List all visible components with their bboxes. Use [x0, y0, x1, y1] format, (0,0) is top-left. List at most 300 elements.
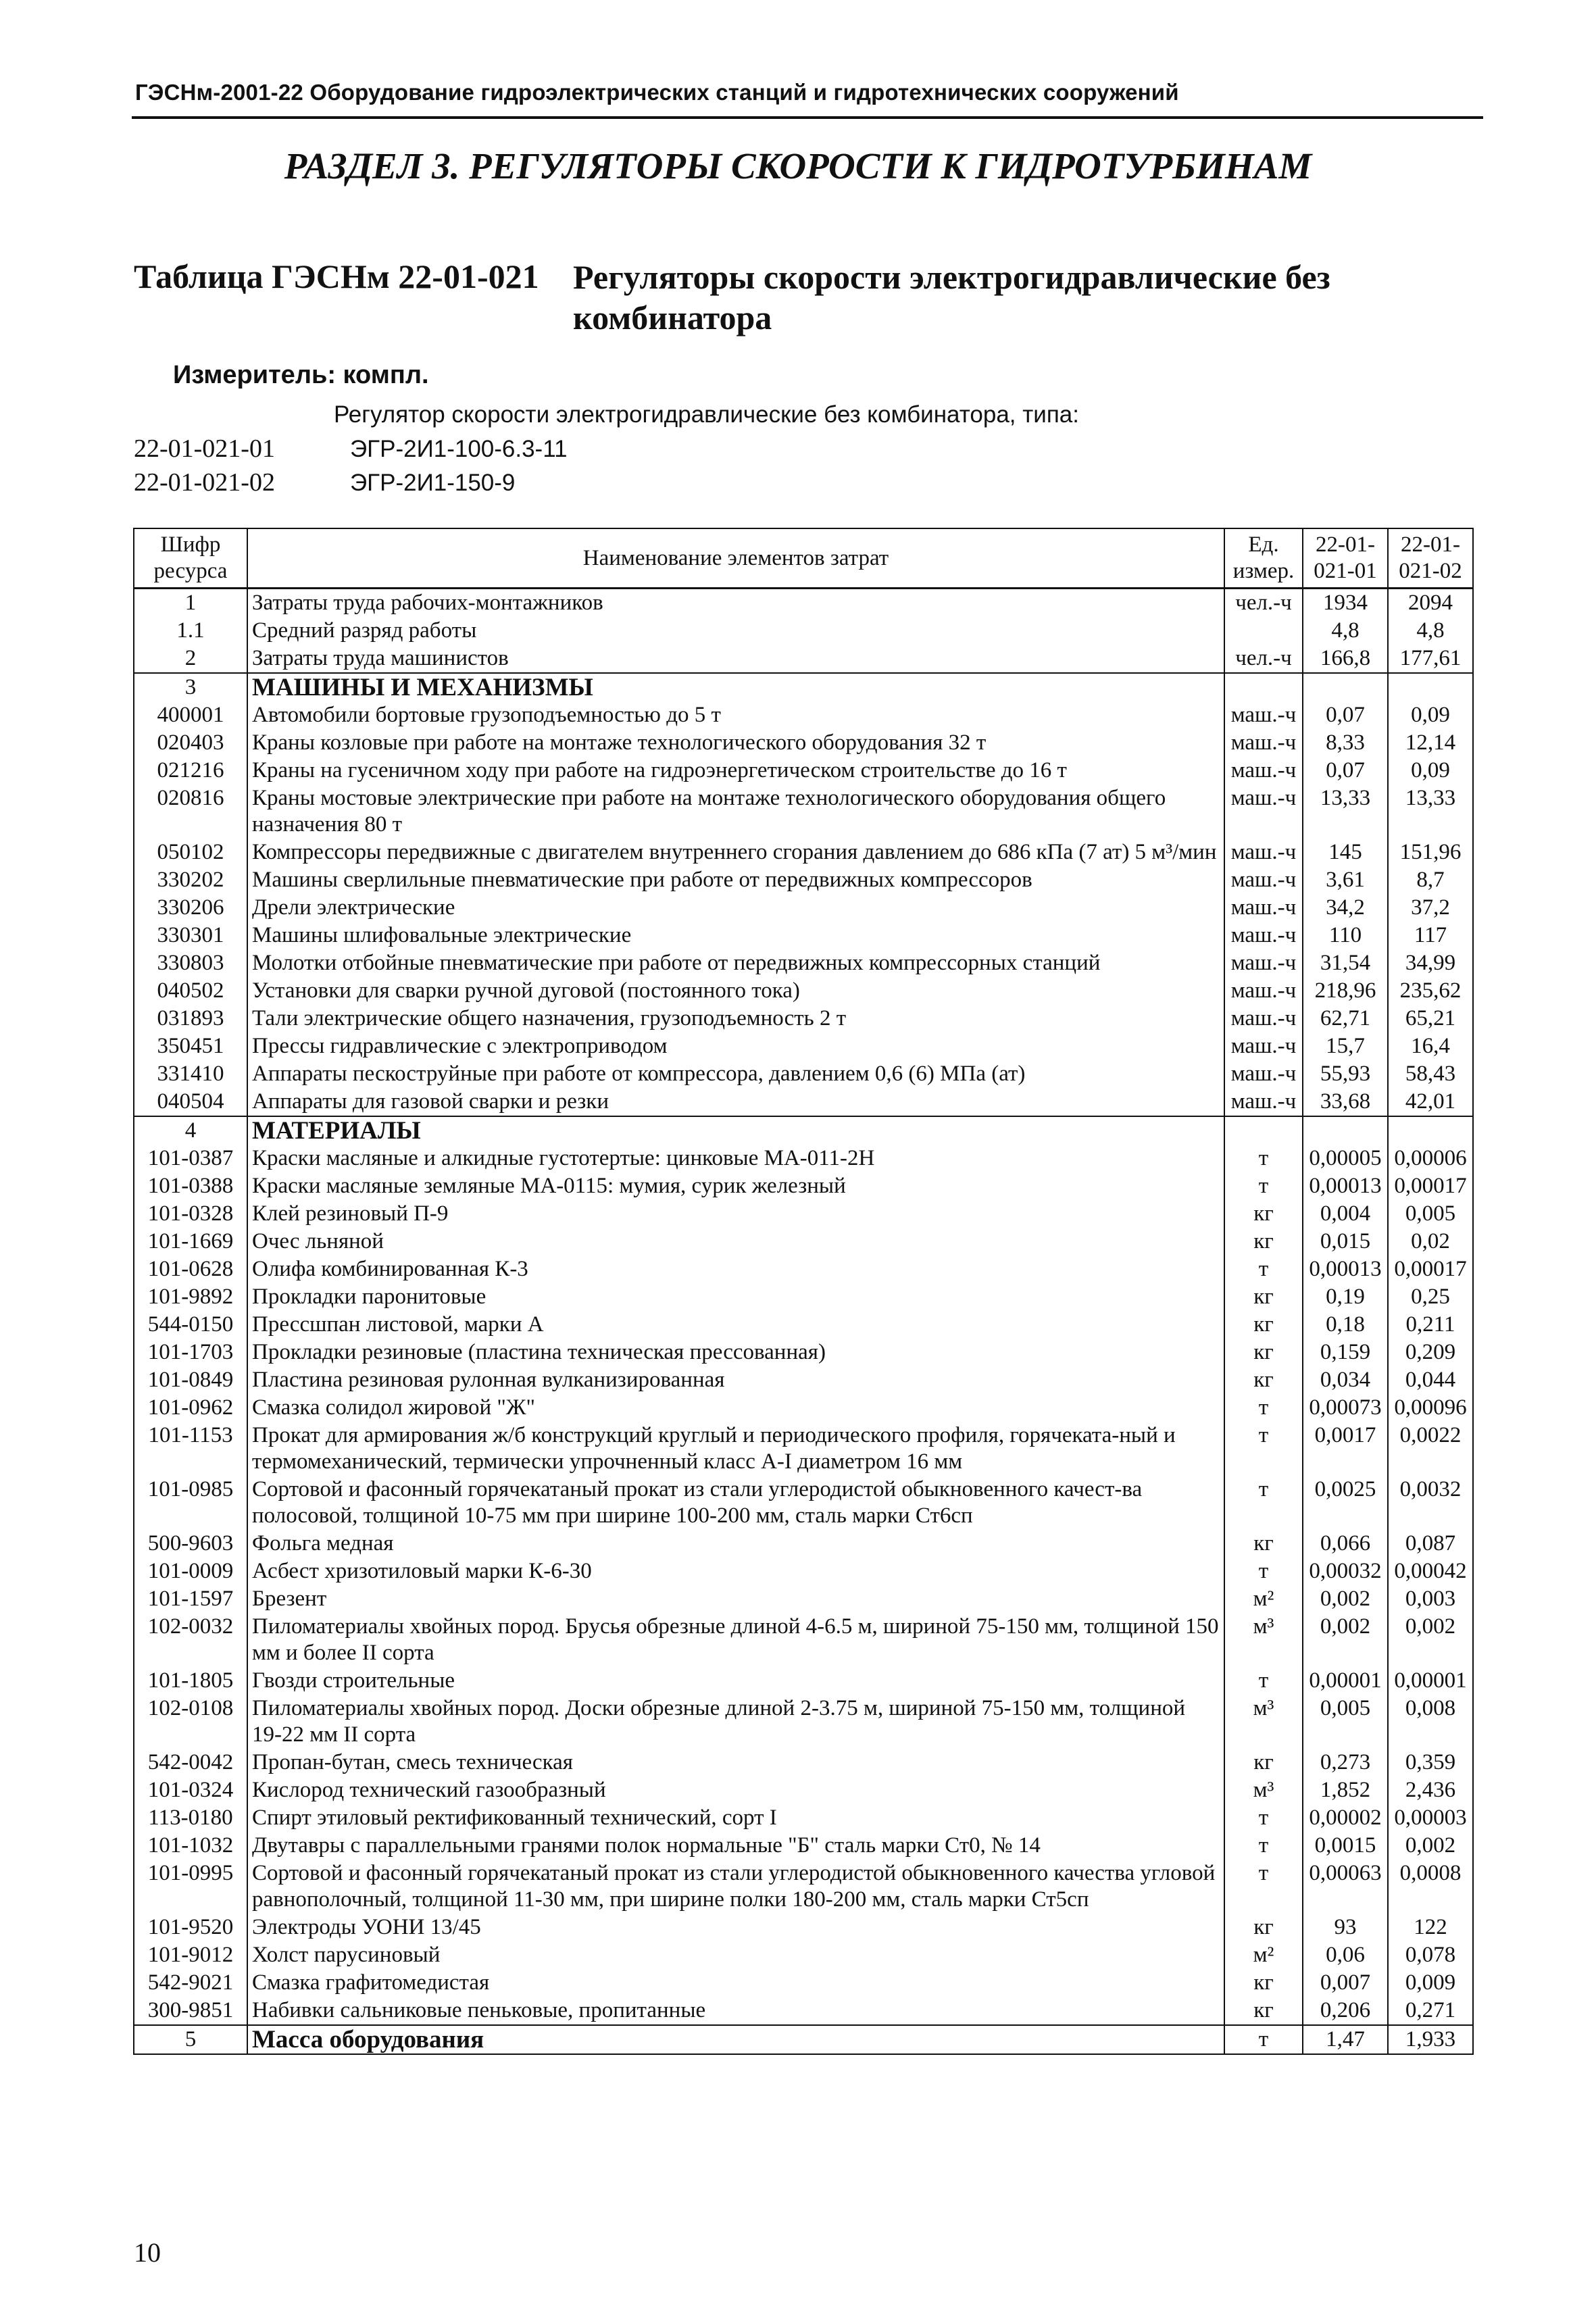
- table-cell-code: 101-0985: [134, 1476, 247, 1530]
- table-cell-code: 1: [134, 589, 247, 618]
- table-cell-code: 021216: [134, 757, 247, 785]
- table-cell-name: Тали электрические общего назначения, грузоподъемность 2 т: [247, 1005, 1224, 1032]
- table-row: [134, 1005, 1473, 1032]
- table-cell-unit: маш.-ч: [1224, 922, 1303, 949]
- table-cell-variant-2: 0,087: [1388, 1530, 1473, 1558]
- table-cell-name: Краны мостовые электрические при работе на монтаже технологического оборудования общего назначения 80 т: [247, 785, 1224, 839]
- table-cell-name: Масса оборудования: [247, 2025, 1224, 2054]
- table-cell-variant-2: 0,0008: [1388, 1860, 1473, 1914]
- table-cell-unit: [1224, 617, 1303, 645]
- table-cell-variant-2: 12,14: [1388, 729, 1473, 757]
- table-cell-variant-1: 31,54: [1303, 949, 1388, 977]
- table-cell-variant-1: 0,159: [1303, 1339, 1388, 1366]
- table-cell-unit: м²: [1224, 1585, 1303, 1613]
- table-cell-unit: [1224, 673, 1303, 701]
- resource-norm-table: [133, 528, 1474, 2055]
- table-cell-unit: маш.-ч: [1224, 894, 1303, 922]
- table-cell-variant-2: 0,00042: [1388, 1558, 1473, 1585]
- table-cell-variant-1: 145: [1303, 839, 1388, 866]
- table-cell-unit: т: [1224, 1558, 1303, 1585]
- table-cell-code: 3: [134, 673, 247, 701]
- table-row: [134, 1228, 1473, 1255]
- table-row: [134, 839, 1473, 866]
- table-cell-code: 101-1669: [134, 1228, 247, 1255]
- table-cell-unit: маш.-ч: [1224, 729, 1303, 757]
- table-cell-name: Набивки сальниковые пеньковые, пропитанные: [247, 1997, 1224, 2025]
- table-cell-code: 331410: [134, 1060, 247, 1088]
- table-cell-unit: кг: [1224, 1749, 1303, 1776]
- table-cell-unit: маш.-ч: [1224, 949, 1303, 977]
- table-cell-code: 101-0324: [134, 1776, 247, 1804]
- variant-row: [134, 434, 568, 464]
- table-row: [134, 1969, 1473, 1997]
- table-cell-variant-1: 0,0025: [1303, 1476, 1388, 1530]
- table-header-row: [134, 528, 1473, 589]
- table-row: [134, 729, 1473, 757]
- table-cell-unit: т: [1224, 1255, 1303, 1283]
- table-cell-name: Смазка солидол жировой "Ж": [247, 1394, 1224, 1422]
- table-cell-variant-1: 55,93: [1303, 1060, 1388, 1088]
- table-cell-variant-2: 235,62: [1388, 977, 1473, 1005]
- table-cell-code: 330206: [134, 894, 247, 922]
- table-cell-unit: маш.-ч: [1224, 785, 1303, 839]
- table-cell-unit: кг: [1224, 1914, 1303, 1941]
- table-cell-name: Аппараты для газовой сварки и резки: [247, 1088, 1224, 1116]
- table-cell-unit: т: [1224, 2025, 1303, 2054]
- table-cell-variant-1: [1303, 1116, 1388, 1145]
- table-cell-variant-1: 13,33: [1303, 785, 1388, 839]
- table-cell-variant-2: 0,09: [1388, 701, 1473, 729]
- table-row: [134, 645, 1473, 673]
- table-row: [134, 1530, 1473, 1558]
- table-row: [134, 1255, 1473, 1283]
- table-cell-variant-2: 0,00096: [1388, 1394, 1473, 1422]
- table-cell-unit: маш.-ч: [1224, 757, 1303, 785]
- table-cell-unit: кг: [1224, 1311, 1303, 1339]
- table-cell-name: Асбест хризотиловый марки К-6-30: [247, 1558, 1224, 1585]
- table-cell-variant-1: 0,004: [1303, 1200, 1388, 1228]
- table-cell-code: 5: [134, 2025, 247, 2054]
- table-cell-code: 400001: [134, 701, 247, 729]
- table-cell-name: Двутавры с параллельными гранями полок нормальные "Б" сталь марки Ст0, № 14: [247, 1832, 1224, 1860]
- table-row: [134, 1172, 1473, 1200]
- table-cell-name: Затраты труда машинистов: [247, 645, 1224, 673]
- table-cell-code: 101-1805: [134, 1667, 247, 1695]
- table-cell-variant-1: 0,00032: [1303, 1558, 1388, 1585]
- table-code: Таблица ГЭСНм 22-01-021: [134, 257, 539, 295]
- table-cell-name: Спирт этиловый ректификованный технический, сорт I: [247, 1804, 1224, 1832]
- table-cell-name: Холст парусиновый: [247, 1941, 1224, 1969]
- table-cell-variant-2: 0,044: [1388, 1366, 1473, 1394]
- table-cell-variant-1: 0,002: [1303, 1585, 1388, 1613]
- variant-code: 22-01-021-02: [134, 468, 275, 497]
- table-cell-unit: м²: [1224, 1941, 1303, 1969]
- table-cell-variant-1: 0,19: [1303, 1283, 1388, 1311]
- table-row: [134, 949, 1473, 977]
- table-cell-unit: маш.-ч: [1224, 1005, 1303, 1032]
- table-cell-name: Клей резиновый П-9: [247, 1200, 1224, 1228]
- table-cell-name: Пиломатериалы хвойных пород. Доски обрезные длиной 2-3.75 м, шириной 75-150 мм, толщиной 19-22 мм II сорта: [247, 1695, 1224, 1749]
- table-cell-variant-2: 0,09: [1388, 757, 1473, 785]
- table-cell-unit: маш.-ч: [1224, 866, 1303, 894]
- table-cell-variant-1: 0,18: [1303, 1311, 1388, 1339]
- table-cell-variant-2: 4,8: [1388, 617, 1473, 645]
- table-cell-variant-2: 0,003: [1388, 1585, 1473, 1613]
- table-section-row: [134, 2025, 1473, 2054]
- table-cell-variant-2: 13,33: [1388, 785, 1473, 839]
- table-cell-name: Пластина резиновая рулонная вулканизированная: [247, 1366, 1224, 1394]
- table-cell-variant-2: 0,00006: [1388, 1145, 1473, 1172]
- table-row: [134, 1311, 1473, 1339]
- table-cell-unit: т: [1224, 1172, 1303, 1200]
- table-cell-variant-1: 62,71: [1303, 1005, 1388, 1032]
- table-cell-name: Брезент: [247, 1585, 1224, 1613]
- table-cell-variant-2: 1,933: [1388, 2025, 1473, 2054]
- variant-row: [134, 468, 515, 497]
- table-cell-unit: м³: [1224, 1695, 1303, 1749]
- table-row: [134, 1283, 1473, 1311]
- table-cell-code: 101-0009: [134, 1558, 247, 1585]
- table-cell-code: 101-0628: [134, 1255, 247, 1283]
- table-cell-name: Затраты труда рабочих-монтажников: [247, 589, 1224, 618]
- table-row: [134, 1060, 1473, 1088]
- table-cell-variant-2: 0,0032: [1388, 1476, 1473, 1530]
- table-cell-variant-2: 0,00001: [1388, 1667, 1473, 1695]
- table-cell-unit: маш.-ч: [1224, 1088, 1303, 1116]
- table-cell-variant-2: 0,00017: [1388, 1172, 1473, 1200]
- table-cell-unit: кг: [1224, 1969, 1303, 1997]
- variant-intro: Регулятор скорости электрогидравлические без комбинатора, типа:: [334, 401, 1079, 428]
- table-row: [134, 1585, 1473, 1613]
- table-cell-unit: маш.-ч: [1224, 1060, 1303, 1088]
- table-cell-name: Компрессоры передвижные с двигателем внутреннего сгорания давлением до 686 кПа (7 ат) 5 м³/мин: [247, 839, 1224, 866]
- table-cell-variant-2: 0,211: [1388, 1311, 1473, 1339]
- table-row: [134, 1776, 1473, 1804]
- table-cell-code: 330803: [134, 949, 247, 977]
- table-cell-unit: т: [1224, 1667, 1303, 1695]
- column-header-name: Наименование элементов затрат: [247, 528, 1224, 589]
- table-cell-code: 101-0962: [134, 1394, 247, 1422]
- table-row: [134, 757, 1473, 785]
- table-cell-code: 101-9520: [134, 1914, 247, 1941]
- table-cell-variant-2: 0,359: [1388, 1749, 1473, 1776]
- table-cell-variant-2: 65,21: [1388, 1005, 1473, 1032]
- table-cell-variant-2: 0,02: [1388, 1228, 1473, 1255]
- table-row: [134, 977, 1473, 1005]
- table-row: [134, 701, 1473, 729]
- table-cell-variant-1: 0,007: [1303, 1969, 1388, 1997]
- table-cell-code: 1.1: [134, 617, 247, 645]
- table-cell-unit: м³: [1224, 1776, 1303, 1804]
- table-cell-variant-1: 4,8: [1303, 617, 1388, 645]
- table-cell-variant-1: 0,034: [1303, 1366, 1388, 1394]
- table-cell-variant-1: 110: [1303, 922, 1388, 949]
- table-cell-code: 102-0108: [134, 1695, 247, 1749]
- table-cell-variant-1: 0,0015: [1303, 1832, 1388, 1860]
- table-body: [134, 589, 1473, 2055]
- table-cell-code: 102-0032: [134, 1613, 247, 1667]
- table-cell-code: 300-9851: [134, 1997, 247, 2025]
- table-cell-variant-2: 0,271: [1388, 1997, 1473, 2025]
- table-cell-variant-1: [1303, 673, 1388, 701]
- table-cell-name: Краски масляные и алкидные густотертые: цинковые МА-011-2Н: [247, 1145, 1224, 1172]
- table-cell-variant-2: 37,2: [1388, 894, 1473, 922]
- table-cell-variant-1: 3,61: [1303, 866, 1388, 894]
- table-row: [134, 1613, 1473, 1667]
- table-cell-variant-2: 0,002: [1388, 1832, 1473, 1860]
- table-cell-variant-2: 0,002: [1388, 1613, 1473, 1667]
- table-cell-name: Краны на гусеничном ходу при работе на гидроэнергетическом строительстве до 16 т: [247, 757, 1224, 785]
- table-cell-name: МАШИНЫ И МЕХАНИЗМЫ: [247, 673, 1224, 701]
- table-cell-code: 2: [134, 645, 247, 673]
- table-row: [134, 1558, 1473, 1585]
- table-cell-name: Прессшпан листовой, марки А: [247, 1311, 1224, 1339]
- table-cell-name: Очес льняной: [247, 1228, 1224, 1255]
- table-cell-variant-1: 15,7: [1303, 1032, 1388, 1060]
- table-cell-variant-1: 166,8: [1303, 645, 1388, 673]
- table-cell-unit: т: [1224, 1145, 1303, 1172]
- table-row: [134, 1749, 1473, 1776]
- table-cell-name: Средний разряд работы: [247, 617, 1224, 645]
- table-row: [134, 1804, 1473, 1832]
- table-cell-code: 101-0849: [134, 1366, 247, 1394]
- table-cell-variant-1: 0,002: [1303, 1613, 1388, 1667]
- table-cell-variant-1: 34,2: [1303, 894, 1388, 922]
- table-cell-code: 330202: [134, 866, 247, 894]
- table-row: [134, 894, 1473, 922]
- table-cell-name: Машины сверлильные пневматические при работе от передвижных компрессоров: [247, 866, 1224, 894]
- table-cell-variant-1: 0,206: [1303, 1997, 1388, 2025]
- table-cell-variant-1: 0,273: [1303, 1749, 1388, 1776]
- table-cell-name: Установки для сварки ручной дуговой (постоянного тока): [247, 977, 1224, 1005]
- table-cell-variant-2: 0,00017: [1388, 1255, 1473, 1283]
- table-cell-variant-1: 0,00013: [1303, 1172, 1388, 1200]
- table-cell-unit: чел.-ч: [1224, 589, 1303, 618]
- table-cell-unit: кг: [1224, 1200, 1303, 1228]
- table-cell-variant-2: 122: [1388, 1914, 1473, 1941]
- table-row: [134, 589, 1473, 618]
- table-cell-unit: т: [1224, 1422, 1303, 1476]
- table-cell-variant-1: 1,852: [1303, 1776, 1388, 1804]
- table-cell-variant-1: 33,68: [1303, 1088, 1388, 1116]
- table-cell-name: Пропан-бутан, смесь техническая: [247, 1749, 1224, 1776]
- table-cell-variant-2: 2094: [1388, 589, 1473, 618]
- table-cell-code: 330301: [134, 922, 247, 949]
- table-cell-variant-2: 0,009: [1388, 1969, 1473, 1997]
- table-cell-code: 350451: [134, 1032, 247, 1060]
- table-cell-unit: м³: [1224, 1613, 1303, 1667]
- table-cell-variant-2: 0,0022: [1388, 1422, 1473, 1476]
- table-row: [134, 1860, 1473, 1914]
- table-cell-code: 101-1597: [134, 1585, 247, 1613]
- table-cell-unit: т: [1224, 1476, 1303, 1530]
- column-header-code: Шифр ресурса: [134, 528, 247, 589]
- header-rule: [132, 116, 1483, 119]
- table-cell-name: Прокат для армирования ж/б конструкций круглый и периодического профиля, горячеката-ный и термомеханический, термически упрочненный класс А-I диаметром 16 мм: [247, 1422, 1224, 1476]
- table-cell-variant-1: 93: [1303, 1914, 1388, 1941]
- table-cell-code: 101-0388: [134, 1172, 247, 1200]
- table-cell-name: Прокладки паронитовые: [247, 1283, 1224, 1311]
- table-cell-name: Дрели электрические: [247, 894, 1224, 922]
- table-cell-code: 500-9603: [134, 1530, 247, 1558]
- table-cell-unit: кг: [1224, 1997, 1303, 2025]
- running-header: ГЭСНм-2001-22 Оборудование гидроэлектрических станций и гидротехнических сооружений: [135, 80, 1179, 105]
- table-cell-code: 544-0150: [134, 1311, 247, 1339]
- table-cell-code: 542-0042: [134, 1749, 247, 1776]
- table-cell-code: 101-9892: [134, 1283, 247, 1311]
- page-number: 10: [134, 2237, 161, 2268]
- table-row: [134, 617, 1473, 645]
- table-cell-variant-1: 0,00073: [1303, 1394, 1388, 1422]
- table-cell-unit: кг: [1224, 1366, 1303, 1394]
- table-cell-name: Кислород технический газообразный: [247, 1776, 1224, 1804]
- table-cell-unit: кг: [1224, 1283, 1303, 1311]
- table-cell-code: 101-1703: [134, 1339, 247, 1366]
- table-row: [134, 1032, 1473, 1060]
- table-cell-variant-1: 0,07: [1303, 701, 1388, 729]
- table-cell-code: 4: [134, 1116, 247, 1145]
- table-cell-name: Аппараты пескоструйные при работе от компрессора, давлением 0,6 (6) МПа (ат): [247, 1060, 1224, 1088]
- column-header-variant-2: 22-01-021-02: [1388, 528, 1473, 589]
- table-cell-code: 020816: [134, 785, 247, 839]
- table-cell-unit: маш.-ч: [1224, 977, 1303, 1005]
- table-cell-variant-2: 16,4: [1388, 1032, 1473, 1060]
- table-cell-code: 101-1153: [134, 1422, 247, 1476]
- table-cell-variant-2: 117: [1388, 922, 1473, 949]
- table-cell-unit: кг: [1224, 1228, 1303, 1255]
- table-cell-code: 101-9012: [134, 1941, 247, 1969]
- table-cell-variant-2: 0,008: [1388, 1695, 1473, 1749]
- table-cell-variant-1: 0,00002: [1303, 1804, 1388, 1832]
- table-cell-code: 542-9021: [134, 1969, 247, 1997]
- table-cell-name: Сортовой и фасонный горячекатаный прокат из стали углеродистой обыкновенного качест-ва полосовой, толщиной 10-75 мм при ширине 100-200 мм, сталь марки Ст6сп: [247, 1476, 1224, 1530]
- table-row: [134, 1832, 1473, 1860]
- table-cell-code: 101-0387: [134, 1145, 247, 1172]
- table-cell-variant-1: 0,0017: [1303, 1422, 1388, 1476]
- table-cell-code: 113-0180: [134, 1804, 247, 1832]
- table-cell-variant-2: 42,01: [1388, 1088, 1473, 1116]
- table-row: [134, 922, 1473, 949]
- table-cell-unit: маш.-ч: [1224, 839, 1303, 866]
- table-row: [134, 1200, 1473, 1228]
- table-row: [134, 1667, 1473, 1695]
- table-row: [134, 1997, 1473, 2025]
- table-cell-variant-1: 0,06: [1303, 1941, 1388, 1969]
- unit-of-measure: Измеритель: компл.: [173, 361, 429, 389]
- table-cell-unit: кг: [1224, 1339, 1303, 1366]
- table-title: Регуляторы скорости электрогидравлические без комбинатора: [573, 258, 1330, 337]
- table-cell-variant-1: 0,00013: [1303, 1255, 1388, 1283]
- table-cell-variant-2: [1388, 673, 1473, 701]
- table-cell-variant-2: [1388, 1116, 1473, 1145]
- table-cell-name: Прессы гидравлические с электроприводом: [247, 1032, 1224, 1060]
- table-cell-variant-1: 0,00001: [1303, 1667, 1388, 1695]
- table-cell-unit: кг: [1224, 1530, 1303, 1558]
- table-row: [134, 866, 1473, 894]
- table-cell-unit: чел.-ч: [1224, 645, 1303, 673]
- table-cell-name: Краны козловые при работе на монтаже технологического оборудования 32 т: [247, 729, 1224, 757]
- table-cell-variant-2: 0,078: [1388, 1941, 1473, 1969]
- table-row: [134, 1145, 1473, 1172]
- table-cell-name: Гвозди строительные: [247, 1667, 1224, 1695]
- table-cell-code: 101-0995: [134, 1860, 247, 1914]
- table-cell-variant-2: 0,005: [1388, 1200, 1473, 1228]
- table-row: [134, 1941, 1473, 1969]
- table-cell-code: 040502: [134, 977, 247, 1005]
- table-row: [134, 1914, 1473, 1941]
- table-cell-variant-2: 8,7: [1388, 866, 1473, 894]
- table-cell-name: Олифа комбинированная К-3: [247, 1255, 1224, 1283]
- table-cell-code: 101-1032: [134, 1832, 247, 1860]
- table-row: [134, 785, 1473, 839]
- table-cell-unit: маш.-ч: [1224, 1032, 1303, 1060]
- table-section-row: [134, 673, 1473, 701]
- table-cell-code: 101-0328: [134, 1200, 247, 1228]
- table-cell-variant-1: 218,96: [1303, 977, 1388, 1005]
- variant-name: ЭГР-2И1-150-9: [350, 470, 516, 496]
- table-cell-unit: т: [1224, 1832, 1303, 1860]
- table-cell-variant-1: 0,07: [1303, 757, 1388, 785]
- column-header-unit: Ед. измер.: [1224, 528, 1303, 589]
- table-row: [134, 1088, 1473, 1116]
- table-cell-variant-1: 0,005: [1303, 1695, 1388, 1749]
- table-cell-name: Электроды УОНИ 13/45: [247, 1914, 1224, 1941]
- table-cell-name: Автомобили бортовые грузоподъемностью до 5 т: [247, 701, 1224, 729]
- table-cell-unit: т: [1224, 1394, 1303, 1422]
- table-row: [134, 1422, 1473, 1476]
- table-cell-unit: маш.-ч: [1224, 701, 1303, 729]
- table-cell-code: 020403: [134, 729, 247, 757]
- table-cell-variant-2: 0,209: [1388, 1339, 1473, 1366]
- table-cell-name: Фольга медная: [247, 1530, 1224, 1558]
- table-cell-code: 040504: [134, 1088, 247, 1116]
- section-title: РАЗДЕЛ 3. РЕГУЛЯТОРЫ СКОРОСТИ К ГИДРОТУРБИНАМ: [284, 145, 1312, 186]
- column-header-variant-1: 22-01-021-01: [1303, 528, 1388, 589]
- table-cell-variant-2: 0,00003: [1388, 1804, 1473, 1832]
- table-cell-name: Смазка графитомедистая: [247, 1969, 1224, 1997]
- table-row: [134, 1695, 1473, 1749]
- table-cell-name: Молотки отбойные пневматические при работе от передвижных компрессорных станций: [247, 949, 1224, 977]
- table-cell-code: 031893: [134, 1005, 247, 1032]
- table-cell-variant-1: 1934: [1303, 589, 1388, 618]
- table-cell-name: Машины шлифовальные электрические: [247, 922, 1224, 949]
- table-cell-variant-2: 151,96: [1388, 839, 1473, 866]
- table-cell-code: 050102: [134, 839, 247, 866]
- table-cell-variant-1: 0,066: [1303, 1530, 1388, 1558]
- table-row: [134, 1476, 1473, 1530]
- table-cell-variant-2: 58,43: [1388, 1060, 1473, 1088]
- table-cell-unit: т: [1224, 1804, 1303, 1832]
- table-cell-variant-2: 34,99: [1388, 949, 1473, 977]
- table-cell-variant-1: 0,00063: [1303, 1860, 1388, 1914]
- table-row: [134, 1366, 1473, 1394]
- table-cell-name: Прокладки резиновые (пластина техническая прессованная): [247, 1339, 1224, 1366]
- table-cell-variant-1: 0,015: [1303, 1228, 1388, 1255]
- table-cell-variant-2: 177,61: [1388, 645, 1473, 673]
- table-cell-variant-2: 0,25: [1388, 1283, 1473, 1311]
- table-cell-variant-1: 1,47: [1303, 2025, 1388, 2054]
- table-cell-variant-1: 0,00005: [1303, 1145, 1388, 1172]
- table-section-row: [134, 1116, 1473, 1145]
- table-cell-name: Сортовой и фасонный горячекатаный прокат из стали углеродистой обыкновенного качества угловой равнополочный, толщиной 11-30 мм, при ширине полки 180-200 мм, сталь марки Ст5сп: [247, 1860, 1224, 1914]
- variant-name: ЭГР-2И1-100-6.3-11: [350, 436, 568, 462]
- table-cell-name: МАТЕРИАЛЫ: [247, 1116, 1224, 1145]
- table-cell-name: Краски масляные земляные МА-0115: мумия, сурик железный: [247, 1172, 1224, 1200]
- table-cell-unit: [1224, 1116, 1303, 1145]
- table-cell-variant-2: 2,436: [1388, 1776, 1473, 1804]
- table-cell-name: Пиломатериалы хвойных пород. Брусья обрезные длиной 4-6.5 м, шириной 75-150 мм, толщиной 150 мм и более II сорта: [247, 1613, 1224, 1667]
- table-row: [134, 1394, 1473, 1422]
